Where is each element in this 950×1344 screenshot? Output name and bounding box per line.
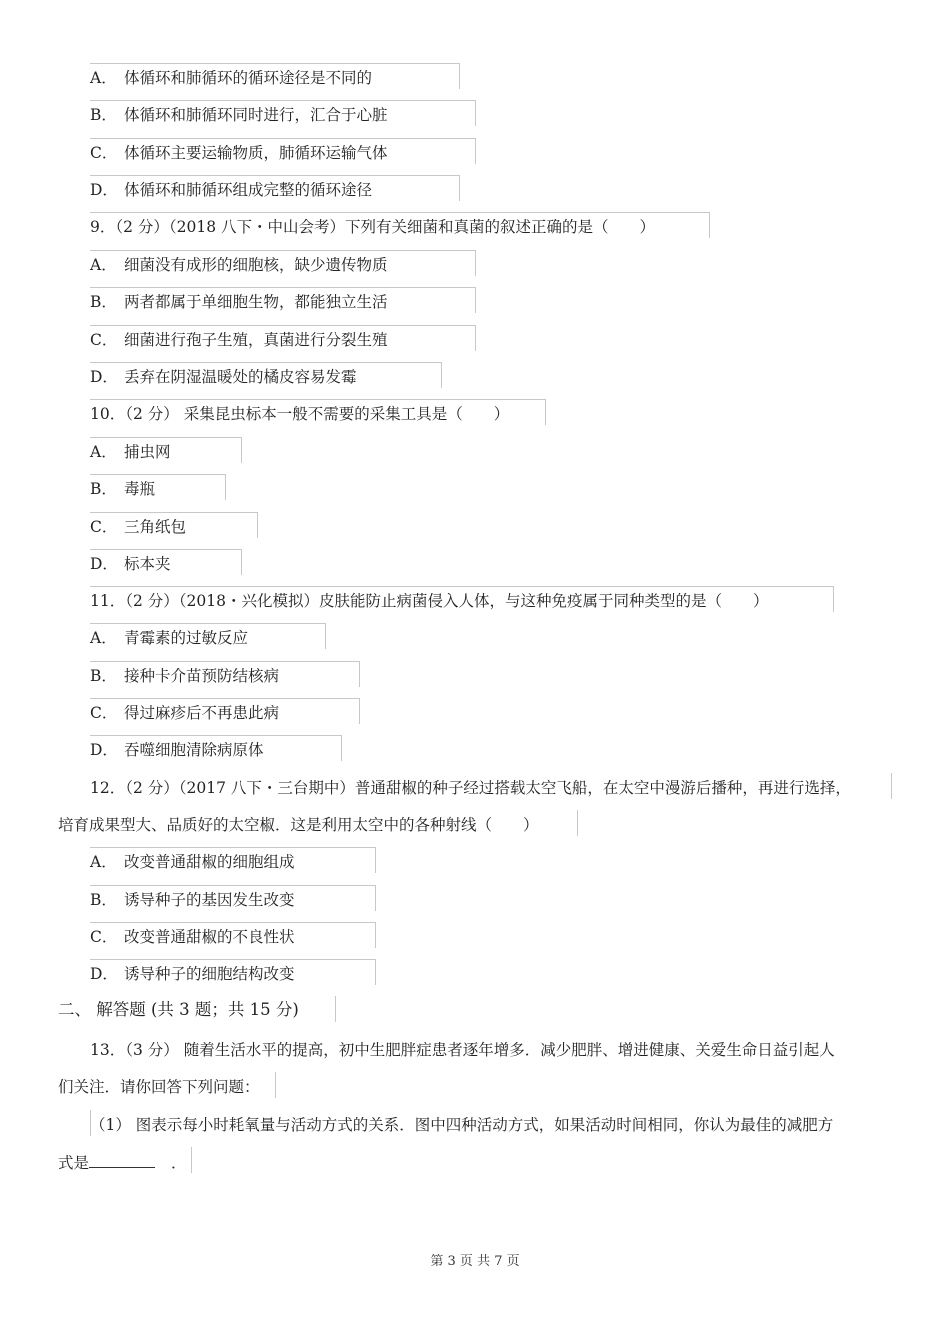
option-text: 体循环和肺循环组成完整的循环途径 (124, 181, 373, 199)
q8-option-c: C． 体循环主要运输物质，肺循环运输气体 (90, 143, 388, 163)
q11-option-a: A． 青霉素的过敏反应 (90, 628, 248, 648)
q13-stem-line2: 们关注．请你回答下列问题： (58, 1077, 260, 1097)
q12-option-d: D． 诱导种子的细胞结构改变 (90, 964, 295, 984)
q12-option-c: C． 改变普通甜椒的不良性状 (90, 927, 295, 947)
option-text: 细菌进行孢子生殖，真菌进行分裂生殖 (124, 331, 388, 349)
q11-stem: 11．（2 分）（2018・兴化模拟）皮肤能防止病菌侵入人体，与这种免疫属于同种类型的是（ ） (90, 591, 768, 611)
option-text: 接种卡介苗预防结核病 (124, 667, 280, 685)
q11-option-c: C． 得过麻疹后不再患此病 (90, 703, 279, 723)
option-text: 丢弃在阴湿温暖处的橘皮容易发霉 (124, 368, 357, 386)
option-text: 标本夹 (124, 555, 171, 573)
q12-stem-line1: 12．（2 分）（2017 八下・三台期中）普通甜椒的种子经过搭载太空飞船，在太空中漫游后播种，再进行选择， (90, 778, 851, 798)
q10-option-c: C． 三角纸包 (90, 517, 186, 537)
option-text: 体循环主要运输物质，肺循环运输气体 (124, 144, 388, 162)
option-text: 改变普通甜椒的不良性状 (124, 928, 295, 946)
option-text: 改变普通甜椒的细胞组成 (124, 853, 295, 871)
q8-option-b: B． 体循环和肺循环同时进行，汇合于心脏 (90, 105, 388, 125)
option-text: 体循环和肺循环同时进行，汇合于心脏 (124, 106, 388, 124)
q13-stem-line1: 13．（3 分） 随着生活水平的提高，初中生肥胖症患者逐年增多．减少肥胖、增进健康、关爱生命日益引起人 (90, 1041, 835, 1059)
option-text: 细菌没有成形的细胞核，缺少遗传物质 (124, 256, 388, 274)
q12-stem-line2: 培育成果型大、品质好的太空椒．这是利用太空中的各种射线（ ） (58, 815, 539, 835)
option-text: 诱导种子的细胞结构改变 (124, 965, 295, 983)
q8-option-d: D． 体循环和肺循环组成完整的循环途径 (90, 180, 372, 200)
option-text: 捕虫网 (124, 443, 171, 461)
q10-option-d: D． 标本夹 (90, 554, 171, 574)
q9-stem: 9．（2 分）（2018 八下・中山会考）下列有关细菌和真菌的叙述正确的是（ ） (90, 217, 655, 237)
option-text: 青霉素的过敏反应 (124, 629, 249, 647)
q12-option-a: A． 改变普通甜椒的细胞组成 (90, 852, 295, 872)
q10-option-b: B． 毒瓶 (90, 479, 155, 499)
q10-option-a: A． 捕虫网 (90, 442, 171, 462)
page-number: 第 3 页 共 7 页 (430, 1254, 520, 1269)
q9-option-b: B． 两者都属于单细胞生物，都能独立生活 (90, 292, 388, 312)
q9-option-c: C． 细菌进行孢子生殖，真菌进行分裂生殖 (90, 330, 388, 350)
q9-option-a: A． 细菌没有成形的细胞核，缺少遗传物质 (90, 255, 388, 275)
q11-option-d: D． 吞噬细胞清除病原体 (90, 740, 264, 760)
option-text: 毒瓶 (124, 480, 156, 498)
option-text: 体循环和肺循环的循环途径是不同的 (124, 69, 373, 87)
q12-option-b: B． 诱导种子的基因发生改变 (90, 890, 295, 910)
option-text: 诱导种子的基因发生改变 (124, 891, 295, 909)
q9-option-d: D． 丢弃在阴湿温暖处的橘皮容易发霉 (90, 367, 357, 387)
q8-option-a: A． 体循环和肺循环的循环途径是不同的 (90, 68, 372, 88)
option-text: 得过麻疹后不再患此病 (124, 704, 280, 722)
q11-option-b: B． 接种卡介苗预防结核病 (90, 666, 279, 686)
option-text: 三角纸包 (124, 518, 187, 536)
q10-stem: 10．（2 分） 采集昆虫标本一般不需要的采集工具是（ ） (90, 404, 509, 424)
option-text: 吞噬细胞清除病原体 (124, 741, 264, 759)
q13-subquestion-1: （1） 图表示每小时耗氧量与活动方式的关系．图中四种活动方式，如果活动时间相同，你认为最佳的减肥方 (90, 1115, 833, 1135)
option-text: 两者都属于单细胞生物，都能独立生活 (124, 293, 388, 311)
q13-subquestion-1-line2: 式是 ． (58, 1152, 187, 1173)
section-heading: 二、 解答题 (共 3 题；共 15 分) (58, 1000, 299, 1020)
